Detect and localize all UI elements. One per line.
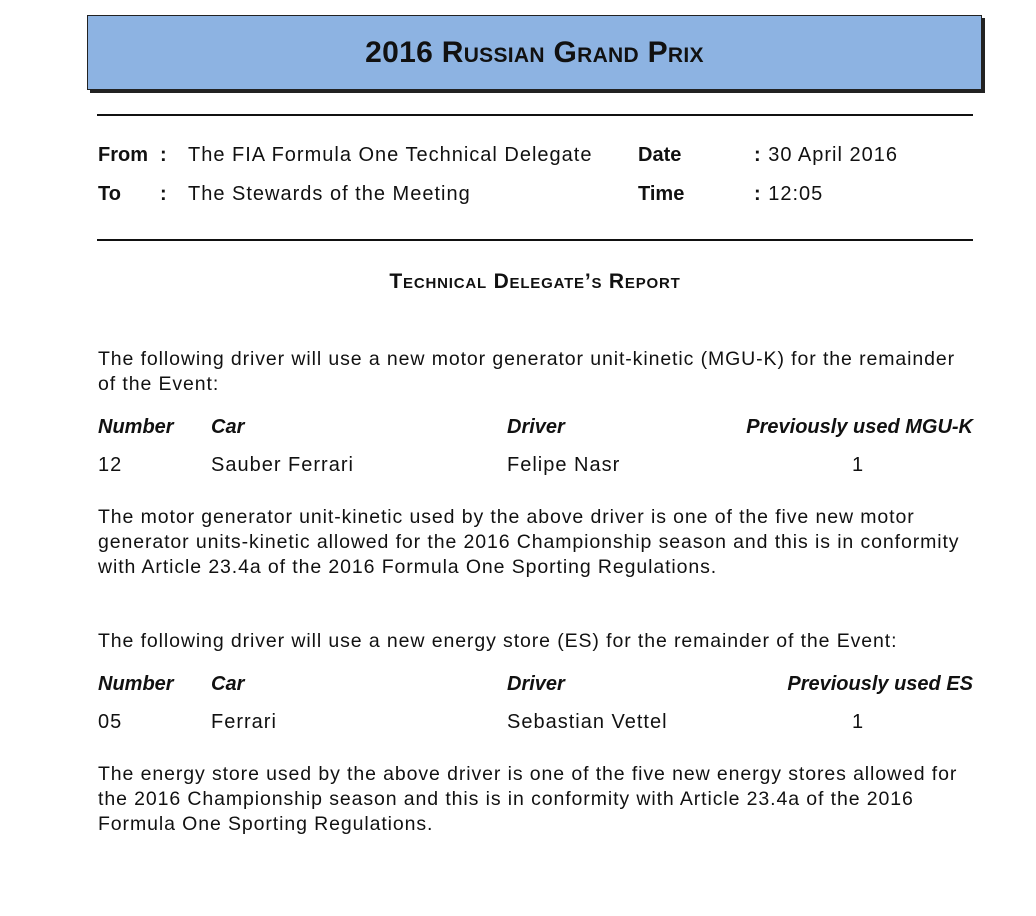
header-car: Car	[211, 673, 245, 695]
header-car: Car	[211, 416, 245, 438]
row-previously-used: 1	[851, 454, 865, 476]
report-heading: Technical Delegate’s Report	[389, 270, 681, 293]
time-value-wrap	[754, 181, 823, 207]
title-banner	[87, 15, 982, 90]
mguk-table	[98, 416, 973, 476]
to-colon: :	[160, 183, 167, 205]
es-table	[98, 673, 973, 733]
from-row	[98, 142, 978, 168]
header-driver: Driver	[507, 416, 565, 438]
header-number: Number	[98, 673, 174, 695]
header-previously-used: Previously used MGU-K	[746, 416, 973, 438]
row-number: 12	[98, 454, 123, 476]
intro-es: The following driver will use a new energy store (ES) for the remainder of the Event:	[98, 630, 898, 652]
time-colon: :	[754, 183, 762, 205]
row-driver: Sebastian Vettel	[507, 711, 668, 733]
time-label: Time	[638, 183, 685, 205]
conformity-mguk: The motor generator unit-kinetic used by the above driver is one of the five new motor generator units-kinetic allowed for the 2016 Championship season and this is in conformity with Article 23.4a of the 2016 Formula One Sporting Regulations.	[98, 506, 960, 578]
row-number: 05	[98, 711, 123, 733]
conformity-es: The energy store used by the above driver is one of the five new energy stores allowed for the 2016 Championship season and this is in conformity with Article 23.4a of the 2016 Formula One Sporting Regulations.	[98, 763, 958, 835]
header-driver: Driver	[507, 673, 565, 695]
date-label: Date	[638, 144, 682, 166]
header-previously-used: Previously used ES	[787, 673, 973, 695]
to-label: To	[98, 183, 121, 205]
from-label: From	[98, 144, 148, 166]
to-value: The Stewards of the Meeting	[188, 183, 471, 205]
row-previously-used: 1	[851, 711, 865, 733]
date-value-wrap	[754, 142, 898, 168]
from-colon: :	[160, 144, 167, 166]
divider-top	[97, 114, 973, 116]
intro-mguk: The following driver will use a new motor generator unit-kinetic (MGU-K) for the remainder of the Event:	[98, 348, 955, 395]
divider-bottom	[97, 239, 973, 241]
date-colon: :	[754, 144, 762, 166]
row-driver: Felipe Nasr	[507, 454, 621, 476]
row-car: Sauber Ferrari	[211, 454, 354, 476]
header-number: Number	[98, 416, 174, 438]
page-title: 2016 Russian Grand Prix	[365, 35, 704, 69]
time-value: 12:05	[768, 183, 824, 205]
row-car: Ferrari	[211, 711, 277, 733]
from-value: The FIA Formula One Technical Delegate	[188, 144, 593, 166]
to-row	[98, 181, 978, 207]
date-value: 30 April 2016	[768, 144, 898, 166]
